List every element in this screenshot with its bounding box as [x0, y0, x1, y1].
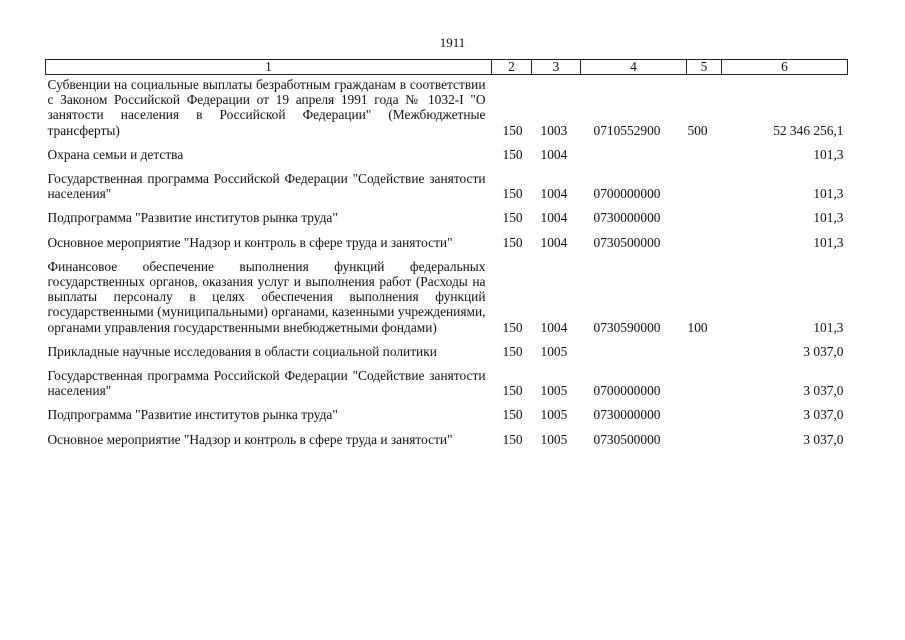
- row-sum: 3 037,0: [803, 343, 844, 359]
- row-section: 1005: [540, 343, 568, 359]
- row-name: Подпрограмма "Развитие институтов рынка труда": [47, 407, 338, 423]
- row-section: 1004: [540, 210, 568, 226]
- row-type: 100: [687, 319, 708, 335]
- row-type: [687, 162, 722, 201]
- row-section: 1004: [540, 146, 568, 162]
- budget-table: [45, 59, 848, 447]
- header-row: [46, 60, 848, 75]
- row-sum: 101,3: [813, 210, 844, 226]
- row-adm: 150: [502, 122, 523, 138]
- row-csr: 0730000000: [593, 407, 661, 423]
- row-adm: 150: [502, 383, 523, 399]
- row-type: [687, 398, 722, 422]
- row-section: 1004: [540, 234, 568, 250]
- row-type: [687, 138, 722, 162]
- row-adm: 150: [502, 210, 523, 226]
- row-name: Финансовое обеспечение выполнения функций федеральных государственных органов, оказания услуг и выполнения работ (Расходы на выплаты персоналу в целях обеспечения выполнения функций государственными (муниципальными) органами, казенными учреждениями, органами управления государственными внебюджетными фондами): [47, 258, 486, 335]
- row-sum: 101,3: [813, 186, 844, 202]
- row-section: 1004: [540, 186, 568, 202]
- table-row: [46, 226, 848, 250]
- row-sum: 101,3: [813, 146, 844, 162]
- row-type: [687, 201, 722, 225]
- row-csr: [581, 335, 687, 359]
- row-csr: 0700000000: [593, 186, 661, 202]
- row-section: 1004: [540, 319, 568, 335]
- table-row: [46, 398, 848, 422]
- header-col-2: 2: [492, 60, 532, 75]
- page-number: 1911: [439, 35, 466, 50]
- table-body: [46, 75, 848, 447]
- header-col-3: 3: [532, 60, 581, 75]
- row-type: [687, 335, 722, 359]
- table-header: [46, 60, 848, 75]
- header-col-1: 1: [46, 60, 492, 75]
- row-csr: 0700000000: [593, 383, 661, 399]
- row-section: 1003: [540, 122, 568, 138]
- table-row: [46, 75, 848, 138]
- row-csr: 0730590000: [593, 319, 661, 335]
- header-col-4: 4: [581, 60, 687, 75]
- row-sum: 101,3: [813, 234, 844, 250]
- row-adm: 150: [502, 431, 523, 447]
- row-csr: [581, 138, 687, 162]
- row-name: Основное мероприятие "Надзор и контроль в сфере труда и занятости": [47, 234, 453, 250]
- table-row: [46, 335, 848, 359]
- row-adm: 150: [502, 186, 523, 202]
- row-name: Подпрограмма "Развитие институтов рынка труда": [47, 210, 338, 226]
- row-type: [687, 226, 722, 250]
- row-csr: 0730000000: [593, 210, 661, 226]
- row-type: [687, 359, 722, 398]
- row-adm: 150: [502, 234, 523, 250]
- row-adm: 150: [502, 146, 523, 162]
- row-adm: 150: [502, 319, 523, 335]
- row-sum: 3 037,0: [803, 383, 844, 399]
- row-name: Субвенции на социальные выплаты безработным гражданам в соответствии с Законом Российской Федерации от 19 апреля 1991 года № 1032-I "О занятости населения в Российской Федерации" (Межбюджетные трансферты): [47, 77, 486, 138]
- table-row: [46, 423, 848, 447]
- row-sum: 101,3: [813, 319, 844, 335]
- table-row: [46, 201, 848, 225]
- header-col-5: 5: [687, 60, 722, 75]
- row-name: Основное мероприятие "Надзор и контроль в сфере труда и занятости": [47, 431, 453, 447]
- header-col-6: 6: [722, 60, 848, 75]
- table-row: [46, 250, 848, 335]
- row-csr: 0730500000: [593, 234, 661, 250]
- row-adm: 150: [502, 343, 523, 359]
- row-name: Государственная программа Российской Федерации "Содействие занятости населения": [47, 368, 486, 399]
- row-csr: 0730500000: [593, 431, 661, 447]
- table-row: [46, 138, 848, 162]
- row-sum: 3 037,0: [803, 431, 844, 447]
- row-sum: 3 037,0: [803, 407, 844, 423]
- row-section: 1005: [540, 407, 568, 423]
- row-csr: 0710552900: [593, 122, 661, 138]
- row-type: 500: [687, 122, 708, 138]
- row-sum: 52 346 256,1: [773, 122, 844, 138]
- row-name: Прикладные научные исследования в области социальной политики: [47, 343, 437, 359]
- row-adm: 150: [502, 407, 523, 423]
- row-section: 1005: [540, 431, 568, 447]
- row-name: Охрана семьи и детства: [47, 146, 184, 162]
- table-row: [46, 162, 848, 201]
- table-row: [46, 359, 848, 398]
- row-type: [687, 423, 722, 447]
- row-name: Государственная программа Российской Федерации "Содействие занятости населения": [47, 171, 486, 202]
- row-section: 1005: [540, 383, 568, 399]
